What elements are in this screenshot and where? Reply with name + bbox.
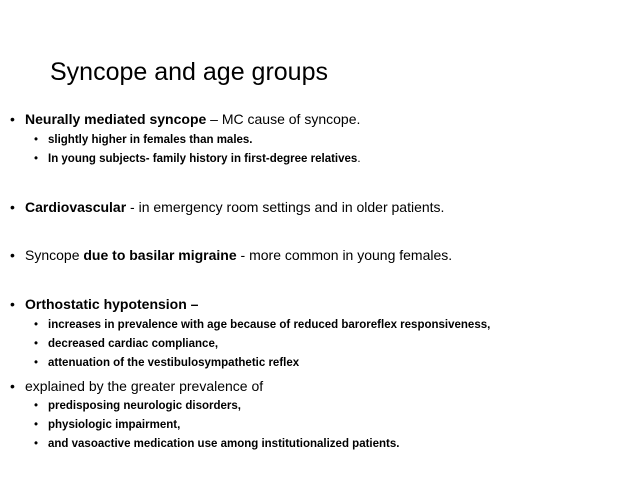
bullet-marker: • xyxy=(34,400,39,412)
bullet-marker: • xyxy=(10,296,15,312)
sub-bullet-prevalence-age xyxy=(34,318,490,333)
bullet-explained-by xyxy=(10,377,263,395)
bullet-text: – MC cause of syncope. xyxy=(206,111,361,127)
sub-bullet-females xyxy=(34,133,253,148)
bullet-marker: • xyxy=(34,134,39,146)
bullet-marker: • xyxy=(34,419,39,431)
sub-bullet-vestibulosympathetic xyxy=(34,356,299,371)
bullet-marker: • xyxy=(34,357,39,369)
sub-bullet-text: attenuation of the vestibulosympathetic reflex xyxy=(48,357,300,369)
bullet-bold-text: Orthostatic hypotension – xyxy=(25,296,199,312)
bullet-basilar-migraine xyxy=(10,246,452,264)
bullet-neurally-mediated xyxy=(10,110,360,128)
sub-bullet-text: increases in prevalence with age because of reduced baroreflex responsiveness, xyxy=(48,319,491,331)
bullet-cardiovascular xyxy=(10,198,444,216)
sub-bullet-text: decreased cardiac compliance, xyxy=(48,338,219,350)
bullet-marker: • xyxy=(34,338,39,350)
sub-bullet-cardiac-compliance xyxy=(34,337,218,352)
bullet-bold-text: Neurally mediated syncope xyxy=(25,111,207,127)
sub-bullet-text: slightly higher in females than males. xyxy=(48,134,253,146)
bullet-text: explained by the greater prevalence of xyxy=(25,378,264,394)
bullet-text: - in emergency room settings and in older patients. xyxy=(126,199,445,215)
bullet-marker: • xyxy=(10,199,15,215)
sub-bullet-text: physiologic impairment, xyxy=(48,419,181,431)
sub-bullet-vasoactive-medication xyxy=(34,437,399,452)
bullet-marker: • xyxy=(34,319,39,331)
bullet-marker: • xyxy=(34,438,39,450)
bullet-marker: • xyxy=(10,247,15,263)
bullet-orthostatic-hypotension xyxy=(10,295,198,313)
sub-bullet-text: and vasoactive medication use among institutionalized patients. xyxy=(48,438,400,450)
bullet-text: - more common in young females. xyxy=(236,247,453,263)
sub-bullet-text: In young subjects- family history in first-degree relatives xyxy=(48,153,358,165)
sub-bullet-young-subjects xyxy=(34,152,361,167)
slide-title: Syncope and age groups xyxy=(50,58,328,86)
bullet-marker: • xyxy=(10,111,15,127)
sub-bullet-period: . xyxy=(357,153,361,165)
sub-bullet-neurologic-disorders xyxy=(34,399,241,414)
sub-bullet-physiologic-impairment xyxy=(34,418,180,433)
bullet-marker: • xyxy=(34,153,39,165)
bullet-pre-text: Syncope xyxy=(25,247,84,263)
bullet-bold-text: due to basilar migraine xyxy=(83,247,237,263)
sub-bullet-text: predisposing neurologic disorders, xyxy=(48,400,241,412)
bullet-bold-text: Cardiovascular xyxy=(25,199,127,215)
bullet-marker: • xyxy=(10,378,15,394)
